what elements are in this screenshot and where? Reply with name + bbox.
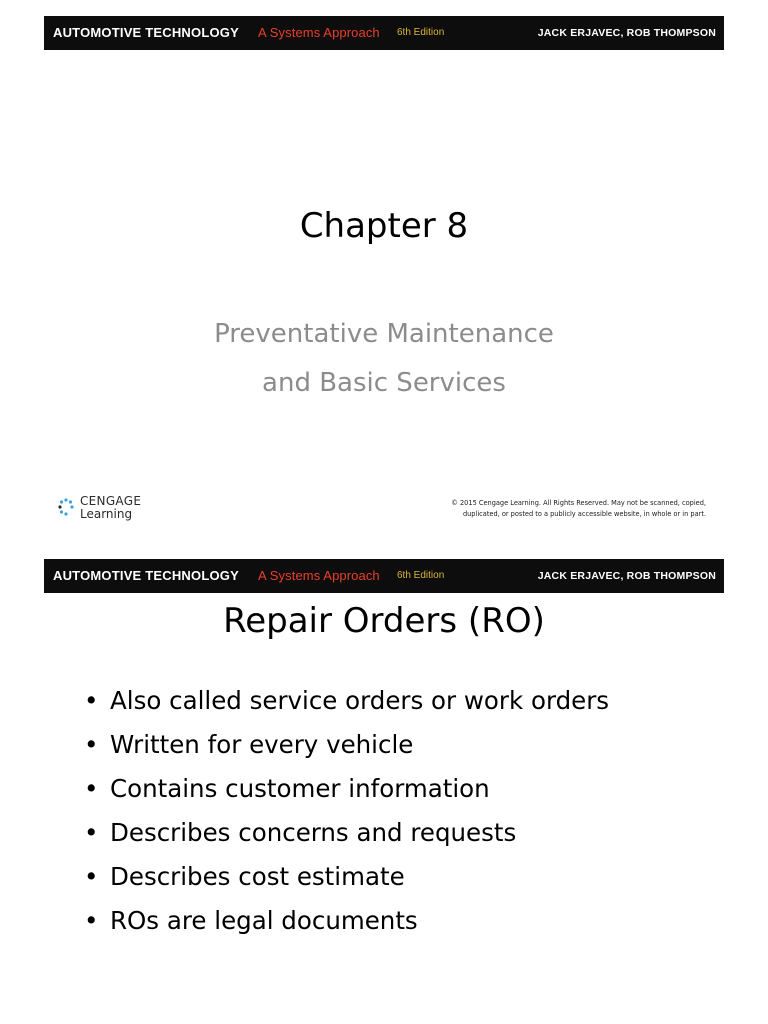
bullet-list — [84, 679, 609, 943]
chapter-subtitle-line: and Basic Services — [262, 368, 506, 398]
copyright-line: duplicated, or posted to a publicly accessible website, in whole or in part. — [462, 510, 706, 518]
chapter-subtitle-line: Preventative Maintenance — [214, 319, 554, 349]
slide-chapter-title — [44, 16, 724, 528]
slide-repair-orders — [44, 559, 724, 1009]
bullet-dot-icon: • — [84, 730, 99, 759]
bullet-item — [84, 679, 609, 723]
chapter-subtitle — [44, 310, 724, 408]
copyright-line: © 2015 Cengage Learning. All Rights Reserved. May not be scanned, copied, — [451, 499, 706, 507]
bullet-dot-icon: • — [84, 774, 99, 803]
bullet-text: Also called service orders or work orders — [110, 686, 610, 715]
cengage-logo — [56, 494, 166, 524]
header-book-title: AUTOMOTIVE TECHNOLOGY — [53, 568, 239, 583]
bullet-text: Describes concerns and requests — [110, 818, 517, 847]
bullet-dot-icon: • — [84, 686, 99, 715]
header-authors: JACK ERJAVEC, ROB THOMPSON — [537, 27, 716, 39]
header-book-subtitle: A Systems Approach — [258, 25, 380, 40]
bullet-dot-icon: • — [84, 818, 99, 847]
bullet-item — [84, 855, 609, 899]
header-authors: JACK ERJAVEC, ROB THOMPSON — [537, 570, 716, 582]
header-book-title: AUTOMOTIVE TECHNOLOGY — [53, 25, 239, 40]
cengage-logo-icon — [56, 497, 76, 517]
header-edition: 6th Edition — [397, 570, 445, 581]
cengage-logo-text: CENGAGE — [80, 494, 142, 508]
slide-title: Repair Orders (RO) — [223, 601, 545, 641]
bullet-item — [84, 811, 609, 855]
copyright-notice — [386, 498, 706, 520]
header-bar — [44, 16, 724, 50]
bullet-text: Contains customer information — [110, 774, 490, 803]
bullet-text: Describes cost estimate — [110, 862, 405, 891]
bullet-dot-icon: • — [84, 906, 99, 935]
header-book-subtitle: A Systems Approach — [258, 568, 380, 583]
bullet-item — [84, 767, 609, 811]
bullet-item — [84, 723, 609, 767]
header-edition: 6th Edition — [397, 27, 445, 38]
header-bar — [44, 559, 724, 593]
bullet-text: Written for every vehicle — [110, 730, 414, 759]
bullet-item — [84, 899, 609, 943]
bullet-text: ROs are legal documents — [110, 906, 418, 935]
chapter-title: Chapter 8 — [299, 206, 469, 246]
bullet-dot-icon: • — [84, 862, 99, 891]
cengage-logo-subtext: Learning — [80, 507, 133, 521]
